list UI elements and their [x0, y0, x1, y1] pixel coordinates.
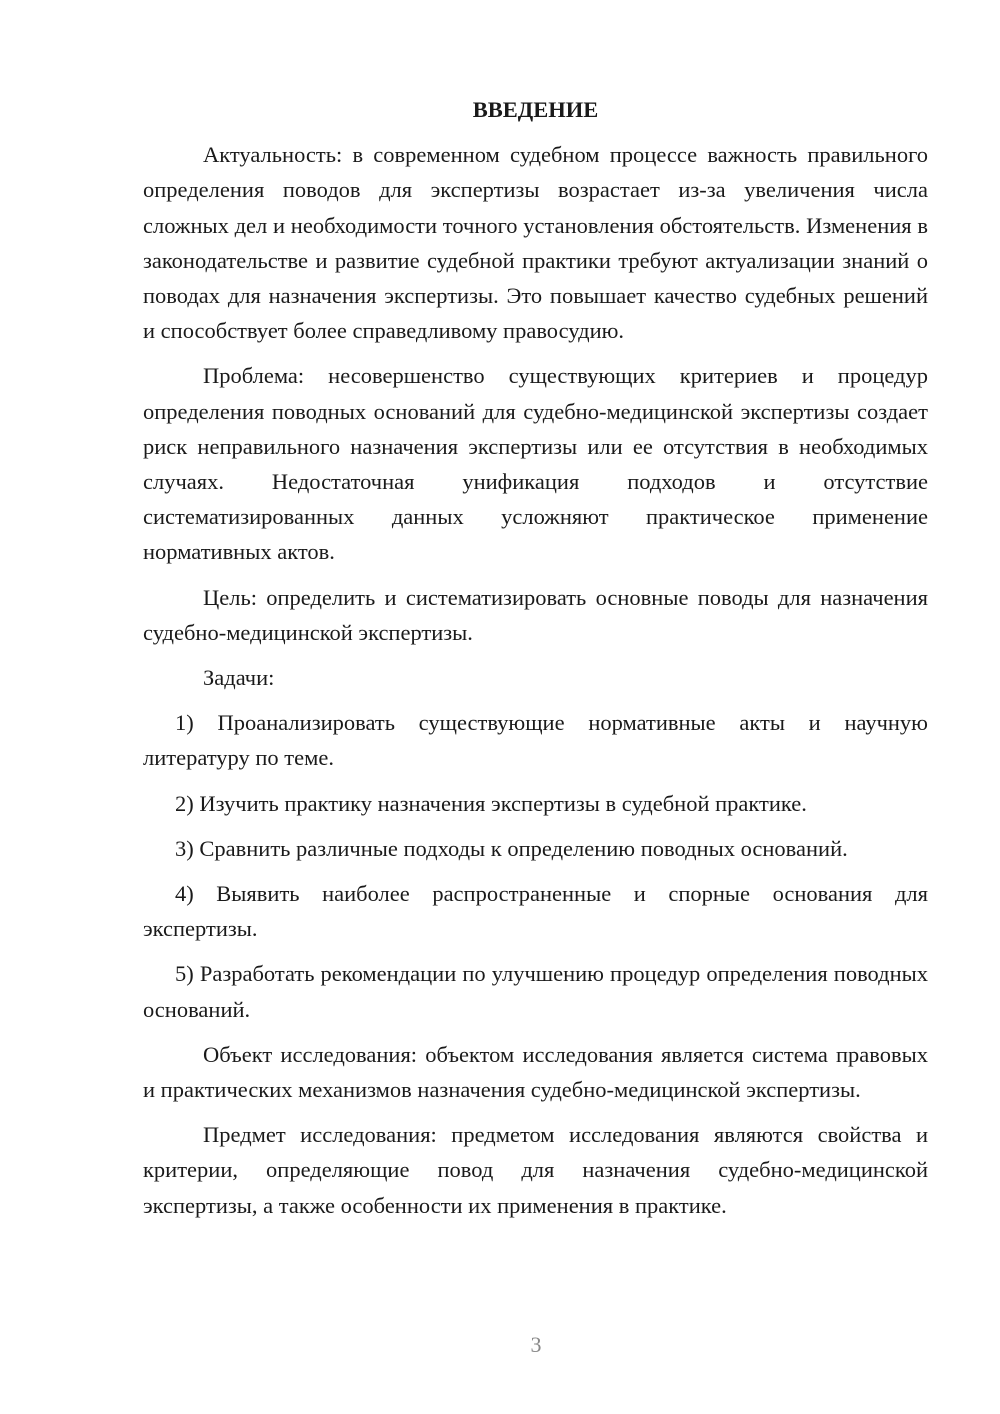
- task-item-1: 1) Проанализировать существующие нормативные акты и научную литературу по теме.: [143, 710, 928, 771]
- section-title: ВВЕДЕНИЕ: [472, 97, 599, 122]
- paragraph-object: Объект исследования: объектом исследования является система правовых и практических механизмов назначения судебно-медицинской экспертизы.: [143, 1041, 928, 1103]
- tasks-label: Задачи:: [203, 665, 275, 691]
- paragraph-goal: Цель: определить и систематизировать основные поводы для назначения судебно-медицинской экспертизы.: [143, 584, 928, 645]
- paragraph-problem: Проблема: несовершенство существующих критериев и процедур определения поводных оснований для судебно-медицинской экспертизы создает риск неправильного назначения экспертизы или ее отсутствия в необходимых случаях. Недостаточная унификация подходов и отсутствие систематизированных данных усложняют практическое применение нормативных актов.: [143, 363, 928, 565]
- page-number: 3: [530, 1332, 542, 1357]
- task-item-5: 5) Разработать рекомендации по улучшению процедур определения поводных оснований.: [143, 961, 928, 1022]
- task-item-2: 2) Изучить практику назначения экспертизы в судебной практике.: [175, 790, 807, 816]
- task-item-4: 4) Выявить наиболее распространенные и спорные основания для экспертизы.: [143, 881, 928, 942]
- paragraph-relevance: Актуальность: в современном судебном процессе важность правильного определения поводов для экспертизы возрастает из-за увеличения числа сложных дел и необходимости точного установления обстоятельств. Изменения в законодательстве и развитие судебной практики требуют актуализации знаний о поводах для назначения экспертизы. Это повышает качество судебных решений и способствует более справедливому правосудию.: [143, 142, 928, 344]
- document-page: [143, 92, 928, 1233]
- paragraph-subject: Предмет исследования: предметом исследования являются свойства и критерии, определяющие повод для назначения судебно-медицинской экспертизы, а также особенности их применения в практике.: [143, 1122, 928, 1218]
- task-item-3: 3) Сравнить различные подходы к определению поводных оснований.: [175, 835, 848, 861]
